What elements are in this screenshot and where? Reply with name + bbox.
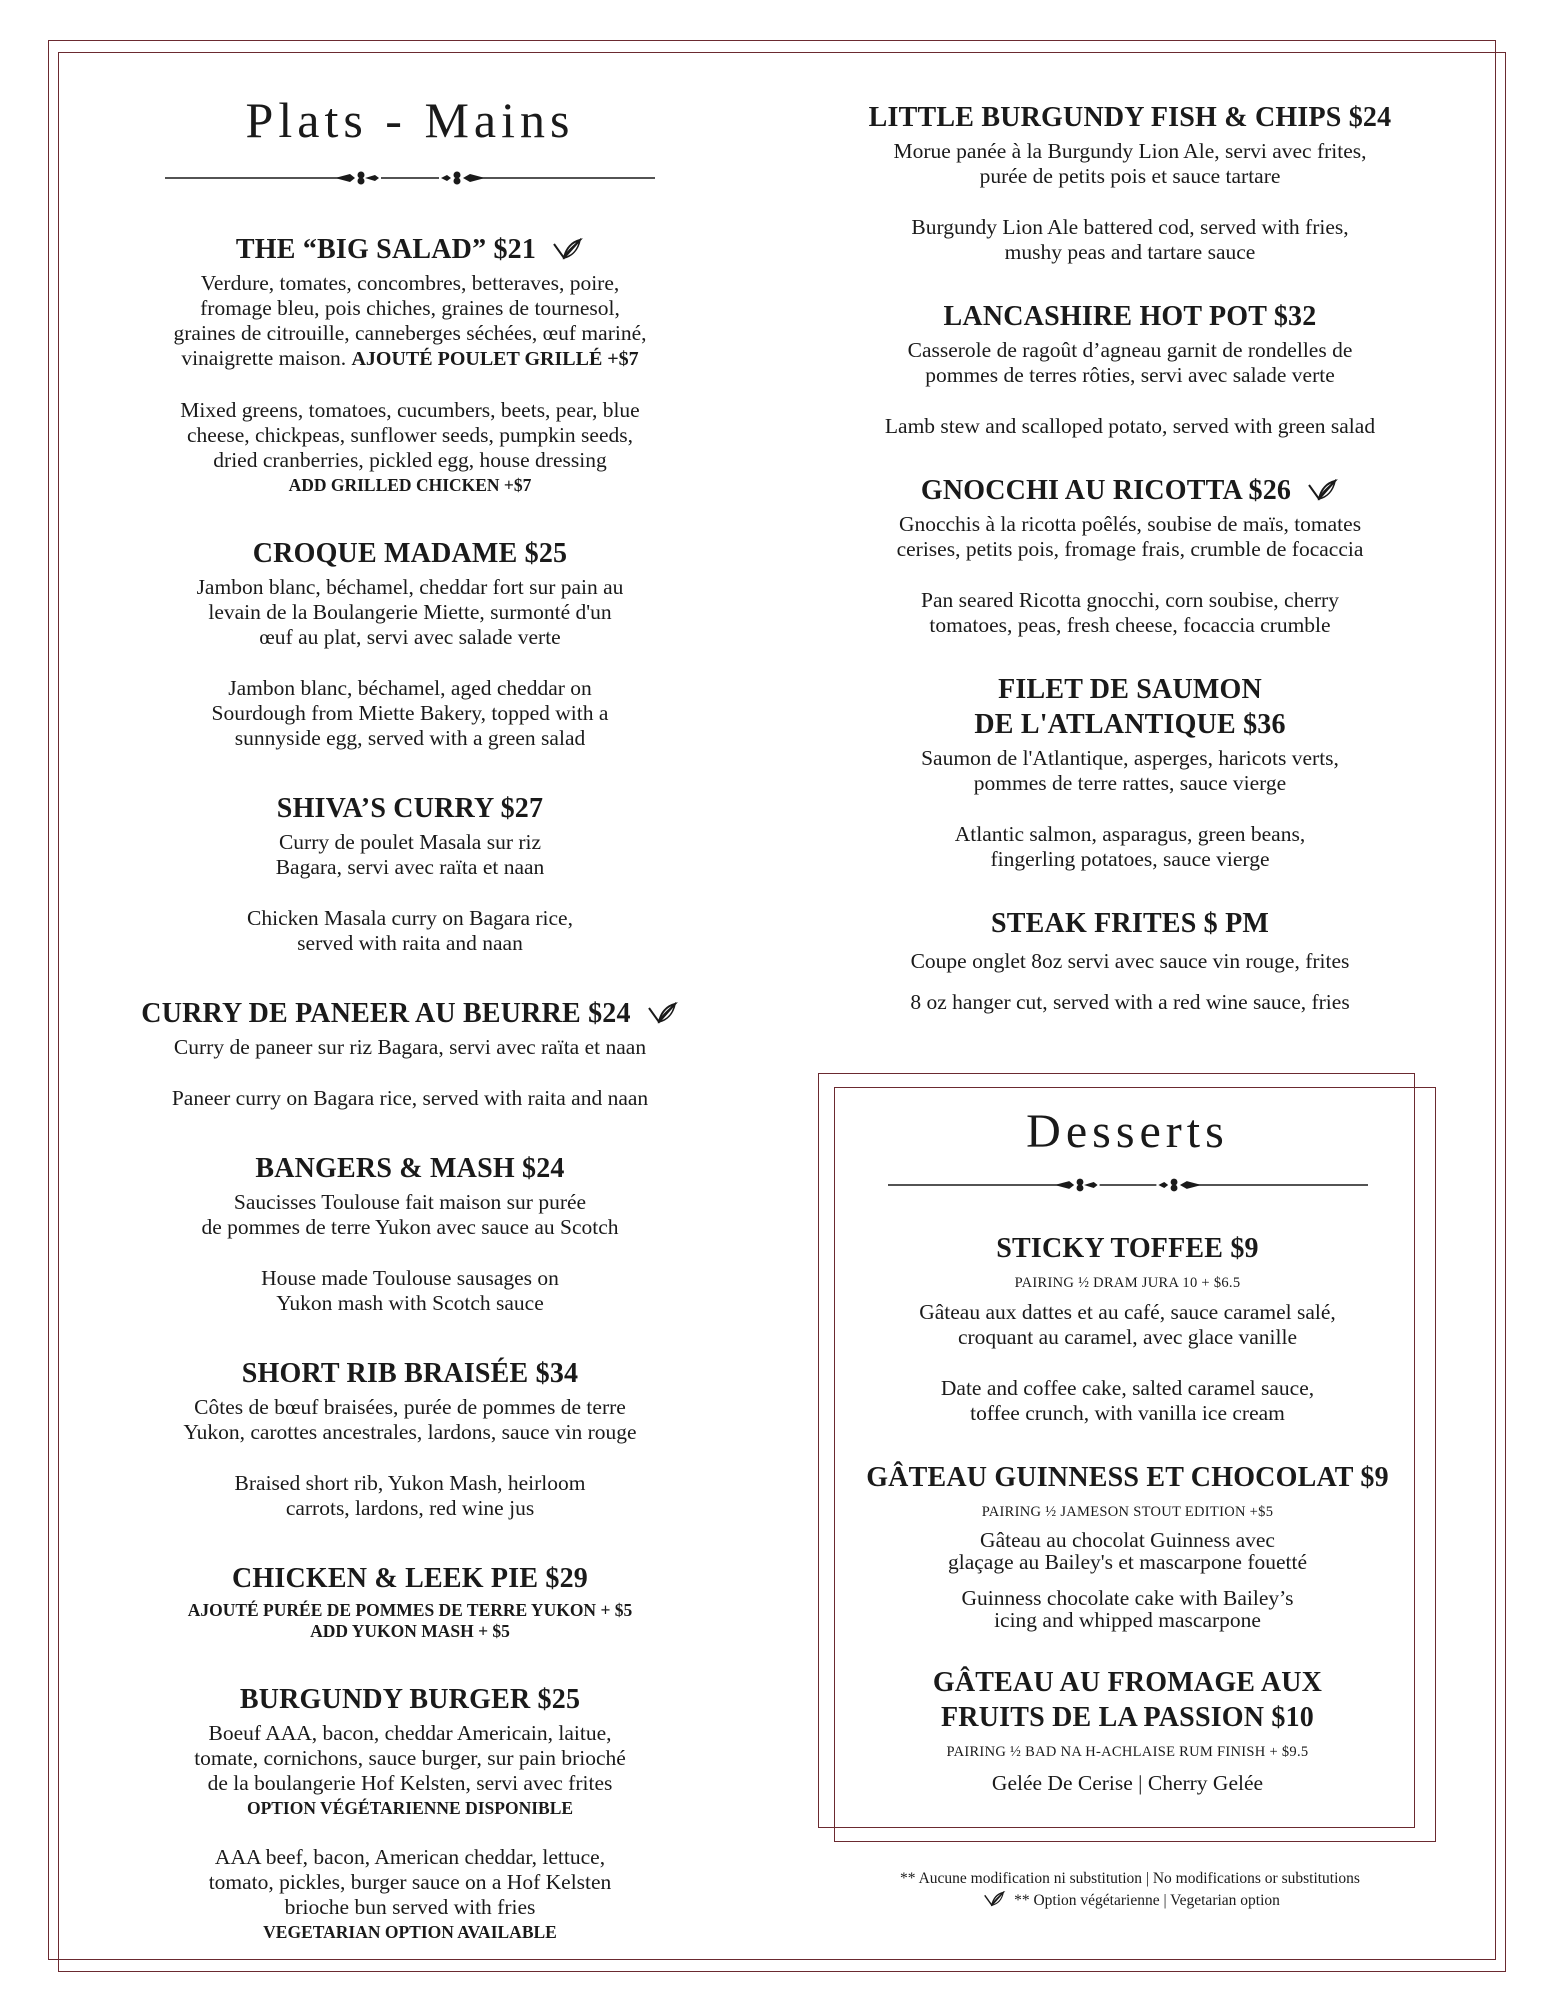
menu-item-croque-madame bbox=[110, 536, 710, 751]
dessert-guinness-cake bbox=[830, 1460, 1425, 1631]
item-name: GÂTEAU AU FROMAGE AUX FRUITS DE LA PASSION $10 bbox=[932, 1667, 1323, 1733]
item-description-fr: Saucisses Toulouse fait maison sur purée de pommes de terre Yukon avec sauce au Scotch bbox=[201, 1190, 619, 1239]
footnote-no-substitutions: ** Aucune modification ni substitution | No modifications or substitutions bbox=[900, 1870, 1360, 1887]
item-name: LANCASHIRE HOT POT $32 bbox=[943, 301, 1317, 332]
item-name: CURRY DE PANEER AU BEURRE $24 bbox=[141, 998, 631, 1029]
leaf-icon bbox=[645, 1002, 679, 1030]
item-pairing: PAIRING ½ JAMESON STOUT EDITION +$5 bbox=[981, 1504, 1274, 1520]
item-name: BANGERS & MASH $24 bbox=[255, 1153, 565, 1184]
item-name: FILET DE SAUMON DE L'ATLANTIQUE $36 bbox=[974, 674, 1286, 740]
item-option-fr: OPTION VÉGÉTARIENNE DISPONIBLE bbox=[246, 1798, 574, 1818]
item-option-en: VEGETARIAN OPTION AVAILABLE bbox=[263, 1922, 557, 1942]
item-description-fr: Coupe onglet 8oz servi avec sauce vin rouge, frites bbox=[910, 949, 1350, 973]
item-name: STEAK FRITES $ PM bbox=[991, 908, 1269, 939]
item-description-en: Guinness chocolate cake with Bailey’s icing and whipped mascarpone bbox=[961, 1586, 1294, 1632]
item-description-fr: Curry de paneer sur riz Bagara, servi avec raïta et naan bbox=[173, 1035, 647, 1059]
item-description-en: Jambon blanc, béchamel, aged cheddar on Sourdough from Miette Bakery, topped with a sunnyside egg, served with a green salad bbox=[211, 676, 609, 750]
mains-right-column bbox=[810, 100, 1450, 1015]
footnote-vegetarian: ** Option végétarienne | Vegetarian option bbox=[1014, 1892, 1280, 1909]
item-description-fr: Morue panée à la Burgundy Lion Ale, servi avec frites, purée de petits pois et sauce tartare bbox=[893, 139, 1367, 188]
item-pairing: PAIRING ½ BAD NA H-ACHLAISE RUM FINISH + $9.5 bbox=[946, 1744, 1309, 1760]
item-addon-en: ADD GRILLED CHICKEN +$7 bbox=[288, 475, 532, 495]
item-description-en: Paneer curry on Bagara rice, served with raita and naan bbox=[171, 1086, 649, 1110]
item-description-en: House made Toulouse sausages on Yukon mash with Scotch sauce bbox=[261, 1266, 559, 1315]
menu-item-bangers-mash bbox=[110, 1151, 710, 1316]
item-description-en: Date and coffee cake, salted caramel sauce, toffee crunch, with vanilla ice cream bbox=[940, 1376, 1315, 1425]
dessert-passion-cheesecake bbox=[830, 1665, 1425, 1796]
menu-item-gnocchi bbox=[810, 473, 1450, 638]
footnote bbox=[820, 1868, 1440, 1912]
item-name: BURGUNDY BURGER $25 bbox=[239, 1684, 581, 1715]
item-addon: AJOUTÉ PURÉE DE POMMES DE TERRE YUKON + $5 ADD YUKON MASH + $5 bbox=[187, 1600, 633, 1641]
item-name: CHICKEN & LEEK PIE $29 bbox=[232, 1563, 588, 1594]
item-name: STICKY TOFFEE $9 bbox=[996, 1233, 1259, 1264]
ornamental-divider bbox=[888, 1174, 1368, 1196]
mains-title: Plats - Mains bbox=[245, 92, 575, 148]
item-description-en: 8 oz hanger cut, served with a red wine sauce, fries bbox=[910, 990, 1350, 1014]
menu-item-short-rib bbox=[110, 1356, 710, 1521]
item-description-fr: Boeuf AAA, bacon, cheddar Americain, laitue, tomate, cornichons, sauce burger, sur pain brioché de la boulangerie Hof Kelsten, servi avec frites bbox=[194, 1721, 626, 1795]
item-description-fr: Jambon blanc, béchamel, cheddar fort sur pain au levain de la Boulangerie Miette, surmonté d'un œuf au plat, servi avec salade verte bbox=[196, 575, 624, 649]
item-name: LITTLE BURGUNDY FISH & CHIPS $24 bbox=[868, 102, 1392, 133]
menu-item-shivas-curry bbox=[110, 791, 710, 956]
item-description-en: Pan seared Ricotta gnocchi, corn soubise, cherry tomatoes, peas, fresh cheese, focaccia crumble bbox=[921, 588, 1339, 637]
item-name: SHIVA’S CURRY $27 bbox=[276, 793, 544, 824]
item-description-fr: Casserole de ragoût d’agneau garnit de rondelles de pommes de terres rôties, servi avec salade verte bbox=[907, 338, 1353, 387]
item-description-fr: Saumon de l'Atlantique, asperges, haricots verts, pommes de terre rattes, sauce vierge bbox=[921, 746, 1339, 795]
mains-left-column bbox=[110, 92, 710, 1943]
item-description-en: Lamb stew and scalloped potato, served with green salad bbox=[884, 414, 1376, 438]
leaf-icon bbox=[550, 238, 584, 266]
item-name: SHORT RIB BRAISÉE $34 bbox=[241, 1358, 579, 1389]
leaf-icon bbox=[1305, 479, 1339, 507]
item-description-en: AAA beef, bacon, American cheddar, lettuce, tomato, pickles, burger sauce on a Hof Kelsten brioche bun served with fries bbox=[208, 1845, 612, 1919]
item-pairing: PAIRING ½ DRAM JURA 10 + $6.5 bbox=[1014, 1275, 1241, 1291]
item-description-en: Braised short rib, Yukon Mash, heirloom carrots, lardons, red wine jus bbox=[234, 1471, 586, 1520]
leaf-icon bbox=[980, 1891, 1008, 1911]
item-description-en: Atlantic salmon, asparagus, green beans, fingerling potatoes, sauce vierge bbox=[954, 822, 1306, 871]
item-description: Gelée De Cerise | Cherry Gelée bbox=[991, 1771, 1264, 1795]
item-name: GNOCCHI AU RICOTTA $26 bbox=[920, 475, 1292, 506]
desserts-section bbox=[830, 1105, 1425, 1796]
item-name: THE “BIG SALAD” $21 bbox=[235, 234, 537, 265]
menu-item-hot-pot bbox=[810, 299, 1450, 439]
item-description-en: Chicken Masala curry on Bagara rice, served with raita and naan bbox=[247, 906, 573, 955]
menu-item-paneer-curry bbox=[110, 996, 710, 1111]
item-description-fr: Gâteau au chocolat Guinness avec glaçage au Bailey's et mascarpone fouetté bbox=[947, 1528, 1308, 1574]
item-description-fr: Verdure, tomates, concombres, betteraves, poire, fromage bleu, pois chiches, graines de tournesol, graines de citrouille, canneberges séchées, œuf mariné, vinaigrette maison. AJOUTÉ POULET GRILLÉ +$7 bbox=[173, 271, 647, 370]
menu-item-chicken-leek-pie bbox=[110, 1561, 710, 1642]
ornamental-divider bbox=[165, 167, 655, 189]
item-description-en: Mixed greens, tomatoes, cucumbers, beets, pear, blue cheese, chickpeas, sunflower seeds, pumpkin seeds, dried cranberries, pickled egg, house dressing bbox=[180, 398, 640, 472]
item-description-fr: Côtes de bœuf braisées, purée de pommes de terre Yukon, carottes ancestrales, lardons, sauce vin rouge bbox=[183, 1395, 637, 1444]
menu-item-fish-chips bbox=[810, 100, 1450, 265]
menu-item-big-salad bbox=[110, 232, 710, 496]
item-name: GÂTEAU GUINNESS ET CHOCOLAT $9 bbox=[866, 1462, 1389, 1493]
item-description-fr: Gâteau aux dattes et au café, sauce caramel salé, croquant au caramel, avec glace vanille bbox=[919, 1300, 1336, 1349]
item-description-fr: Curry de poulet Masala sur riz Bagara, servi avec raïta et naan bbox=[275, 830, 545, 879]
item-description-en: Burgundy Lion Ale battered cod, served with fries, mushy peas and tartare sauce bbox=[911, 215, 1349, 264]
desserts-title: Desserts bbox=[1026, 1105, 1229, 1158]
menu-item-steak-frites bbox=[810, 906, 1450, 1015]
dessert-sticky-toffee bbox=[830, 1231, 1425, 1426]
menu-item-salmon bbox=[810, 672, 1450, 872]
item-description-fr: Gnocchis à la ricotta poêlés, soubise de maïs, tomates cerises, petits pois, fromage frais, crumble de focaccia bbox=[896, 512, 1364, 561]
item-name: CROQUE MADAME $25 bbox=[252, 538, 568, 569]
menu-item-burgundy-burger bbox=[110, 1682, 710, 1943]
